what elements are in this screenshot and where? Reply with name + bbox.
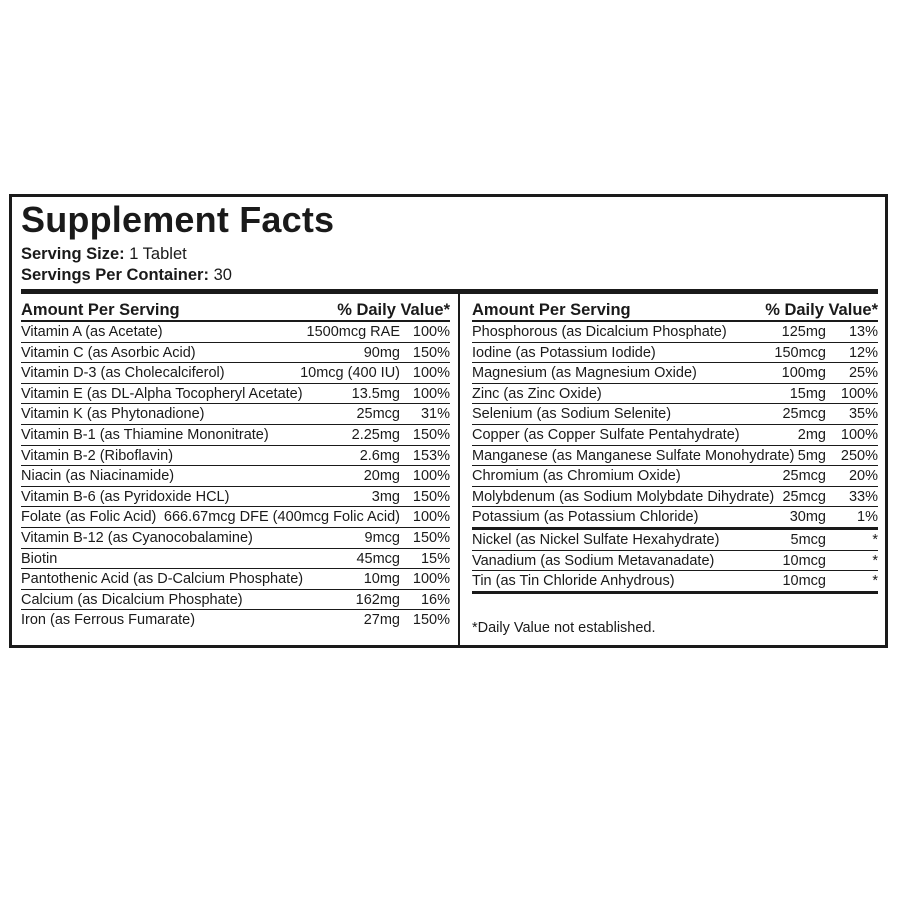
table-row xyxy=(472,571,878,594)
table-row xyxy=(21,569,450,590)
table-row xyxy=(472,551,878,572)
table-row xyxy=(472,507,878,530)
nutrient-daily-value: 150% xyxy=(412,488,450,505)
nutrient-name: Vitamin B-12 (as Cyanocobalamine) xyxy=(21,529,253,546)
nutrient-name: Vitamin B-6 (as Pyridoxide HCL) xyxy=(21,488,230,505)
nutrient-amount: 20mg xyxy=(363,468,400,485)
nutrient-name: Potassium (as Potassium Chloride) xyxy=(472,509,699,526)
nutrient-daily-value: 100% xyxy=(412,385,450,402)
nutrient-daily-value: * xyxy=(872,552,878,569)
nutrient-daily-value: 16% xyxy=(420,591,450,608)
nutrient-amount: 90mg xyxy=(363,344,400,361)
nutrient-name: Selenium (as Sodium Selenite) xyxy=(472,406,672,423)
nutrient-amount: 5mg xyxy=(797,447,826,464)
nutrient-name: Molybdenum (as Sodium Molybdate Dihydrate) xyxy=(472,488,775,505)
nutrient-amount: 10mcg (400 IU) xyxy=(300,365,400,382)
nutrient-name: Tin (as Tin Chloride Anhydrous) xyxy=(472,573,675,590)
table-row xyxy=(21,507,450,528)
nutrient-amount: 25mcg xyxy=(782,488,826,505)
nutrient-name: Vitamin A (as Acetate) xyxy=(21,324,163,340)
left-rows xyxy=(21,322,450,630)
table-row xyxy=(21,343,450,364)
nutrient-amount: 9mcg xyxy=(364,529,400,546)
table-row xyxy=(21,404,450,425)
nutrient-daily-value: 31% xyxy=(420,406,450,423)
nutrient-daily-value: 100% xyxy=(412,468,450,485)
column-divider xyxy=(458,294,460,645)
nutrient-amount: 3mg xyxy=(371,488,400,505)
nutrient-daily-value: 1% xyxy=(857,509,878,526)
nutrient-daily-value: 20% xyxy=(848,468,878,485)
nutrient-name: Vitamin B-2 (Riboflavin) xyxy=(21,447,174,464)
nutrient-daily-value: 100% xyxy=(840,426,878,443)
nutrient-name: Calcium (as Dicalcium Phosphate) xyxy=(21,591,243,608)
table-row xyxy=(472,446,878,467)
nutrient-amount: 15mg xyxy=(789,385,826,402)
nutrient-daily-value: * xyxy=(872,531,878,548)
table-row xyxy=(21,363,450,384)
nutrient-name: Nickel (as Nickel Sulfate Hexahydrate) xyxy=(472,531,720,548)
nutrient-amount: 10mcg xyxy=(782,552,826,569)
serving-size-value: 1 Tablet xyxy=(129,245,187,263)
nutrient-name: Manganese (as Manganese Sulfate Monohydrate) xyxy=(472,447,795,464)
right-dv-header: % Daily Value* xyxy=(765,301,878,319)
nutrient-name: Vitamin B-1 (as Thiamine Mononitrate) xyxy=(21,426,269,443)
nutrient-amount: 45mcg xyxy=(356,550,400,567)
nutrient-daily-value: * xyxy=(872,573,878,590)
right-amount-header: Amount Per Serving xyxy=(472,301,631,319)
nutrient-name: Magnesium (as Magnesium Oxide) xyxy=(472,365,697,382)
nutrient-amount: 13.5mg xyxy=(351,385,400,402)
table-row xyxy=(472,384,878,405)
nutrient-name: Zinc (as Zinc Oxide) xyxy=(472,385,602,402)
nutrient-amount: 10mcg xyxy=(782,573,826,590)
nutrient-daily-value: 100% xyxy=(840,385,878,402)
nutrient-daily-value: 150% xyxy=(412,426,450,443)
left-amount-header: Amount Per Serving xyxy=(21,301,180,319)
nutrient-daily-value: 35% xyxy=(848,406,878,423)
left-dv-header: % Daily Value* xyxy=(337,301,450,319)
servings-per-container-value: 30 xyxy=(213,266,232,284)
right-column xyxy=(472,294,878,594)
right-column-header xyxy=(472,294,878,322)
nutrient-name: Phosphorous (as Dicalcium Phosphate) xyxy=(472,324,727,340)
table-row xyxy=(21,384,450,405)
nutrient-daily-value: 15% xyxy=(420,550,450,567)
nutrient-amount: 162mg xyxy=(355,591,400,608)
nutrient-daily-value: 100% xyxy=(412,324,450,340)
left-column-header xyxy=(21,294,450,322)
table-row xyxy=(472,322,878,343)
table-row xyxy=(21,466,450,487)
nutrient-name: Iron (as Ferrous Fumarate) xyxy=(21,612,196,629)
nutrient-name: Niacin (as Niacinamide) xyxy=(21,468,175,485)
nutrient-amount: 10mg xyxy=(363,571,400,588)
table-row xyxy=(21,590,450,611)
serving-size xyxy=(21,244,187,264)
table-row xyxy=(472,425,878,446)
nutrient-daily-value: 33% xyxy=(848,488,878,505)
nutrient-daily-value: 13% xyxy=(848,324,878,340)
nutrient-amount: 100mg xyxy=(781,365,826,382)
supplement-facts-panel xyxy=(9,194,888,648)
nutrient-name: Vitamin E (as DL-Alpha Tocopheryl Acetate) xyxy=(21,385,303,402)
nutrient-daily-value: 25% xyxy=(848,365,878,382)
table-row xyxy=(472,466,878,487)
nutrient-amount: 25mcg xyxy=(782,468,826,485)
nutrient-daily-value: 150% xyxy=(412,612,450,629)
table-row xyxy=(472,343,878,364)
nutrient-daily-value: 150% xyxy=(412,529,450,546)
table-row xyxy=(472,530,878,551)
nutrient-amount: 25mcg xyxy=(782,406,826,423)
nutrient-daily-value: 150% xyxy=(412,344,450,361)
nutrient-amount: 25mcg xyxy=(356,406,400,423)
nutrient-daily-value: 100% xyxy=(412,571,450,588)
servings-per-container-label: Servings Per Container: xyxy=(21,266,209,284)
nutrient-name: Vitamin C (as Asorbic Acid) xyxy=(21,344,196,361)
nutrient-daily-value: 153% xyxy=(412,447,450,464)
nutrient-amount: 2.6mg xyxy=(359,447,400,464)
nutrient-daily-value: 100% xyxy=(412,365,450,382)
nutrient-name: Vitamin D-3 (as Cholecalciferol) xyxy=(21,365,225,382)
table-row xyxy=(472,363,878,384)
panel-title: Supplement Facts xyxy=(21,199,335,240)
table-row xyxy=(21,549,450,570)
nutrient-amount: 1500mcg RAE xyxy=(306,324,400,340)
table-row xyxy=(472,404,878,425)
table-row xyxy=(21,610,450,630)
nutrient-amount: 2.25mg xyxy=(351,426,400,443)
nutrient-name: Vanadium (as Sodium Metavanadate) xyxy=(472,552,715,569)
table-row xyxy=(21,528,450,549)
nutrient-name: Iodine (as Potassium Iodide) xyxy=(472,344,656,361)
nutrient-amount: 30mg xyxy=(789,509,826,526)
table-row xyxy=(21,425,450,446)
right-rows xyxy=(472,322,878,594)
nutrient-name: Pantothenic Acid (as D-Calcium Phosphate) xyxy=(21,571,304,588)
table-row xyxy=(21,322,450,343)
nutrient-daily-value: 12% xyxy=(848,344,878,361)
nutrient-amount: 666.67mcg DFE (400mcg Folic Acid) xyxy=(163,509,400,526)
nutrient-daily-value: 100% xyxy=(412,509,450,526)
nutrient-name: Vitamin K (as Phytonadione) xyxy=(21,406,205,423)
serving-size-label: Serving Size: xyxy=(21,245,125,263)
nutrient-name: Folate (as Folic Acid) xyxy=(21,509,157,526)
footnote: *Daily Value not established. xyxy=(472,620,656,636)
nutrient-daily-value: 250% xyxy=(840,447,878,464)
nutrient-name: Biotin xyxy=(21,550,58,567)
nutrient-name: Copper (as Copper Sulfate Pentahydrate) xyxy=(472,426,740,443)
servings-per-container xyxy=(21,265,232,285)
table-row xyxy=(21,446,450,467)
nutrient-amount: 150mcg xyxy=(774,344,826,361)
nutrient-amount: 5mcg xyxy=(790,531,826,548)
nutrient-amount: 125mg xyxy=(781,324,826,340)
left-column xyxy=(21,294,450,630)
nutrient-amount: 27mg xyxy=(363,612,400,629)
table-row xyxy=(21,487,450,508)
table-row xyxy=(472,487,878,508)
nutrient-name: Chromium (as Chromium Oxide) xyxy=(472,468,681,485)
nutrient-amount: 2mg xyxy=(797,426,826,443)
